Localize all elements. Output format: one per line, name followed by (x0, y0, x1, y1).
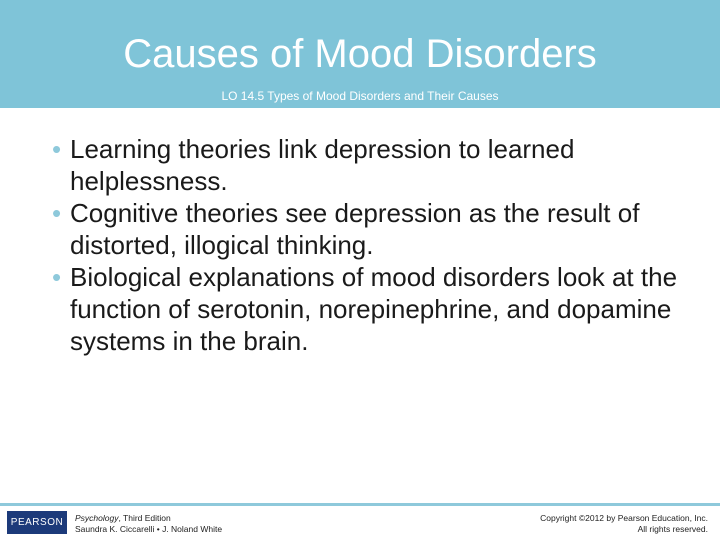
bullet-text: Cognitive theories see depression as the result of distorted, illogical thinking. (70, 198, 640, 260)
bullet-item (52, 133, 692, 197)
bullet-icon: • (52, 198, 62, 228)
bullet-text: Learning theories link depression to learned helplessness. (70, 134, 575, 196)
footer-divider (0, 503, 720, 506)
bullet-list (52, 133, 692, 357)
footer-book-info (75, 513, 222, 535)
slide-title: Causes of Mood Disorders (123, 32, 597, 76)
bullet-icon: • (52, 262, 62, 292)
slide-subtitle: LO 14.5 Types of Mood Disorders and Their Causes (221, 89, 499, 103)
footer-edition: , Third Edition (118, 513, 171, 523)
footer-book-title: Psychology (75, 513, 119, 523)
bullet-icon: • (52, 134, 62, 164)
bullet-item (52, 261, 692, 357)
bullet-text: Biological explanations of mood disorders look at the function of serotonin, norepinephrine, and dopamine systems in the brain. (70, 262, 678, 356)
bullet-item (52, 197, 692, 261)
footer-rights-line: All rights reserved. (637, 524, 708, 534)
title-banner (0, 0, 720, 108)
pearson-logo: PEARSON (7, 511, 67, 534)
footer-authors: Saundra K. Ciccarelli • J. Noland White (75, 524, 223, 534)
footer-book-line (75, 513, 222, 524)
footer-copyright (540, 513, 708, 535)
footer-copyright-line: Copyright ©2012 by Pearson Education, Inc. (540, 513, 708, 523)
